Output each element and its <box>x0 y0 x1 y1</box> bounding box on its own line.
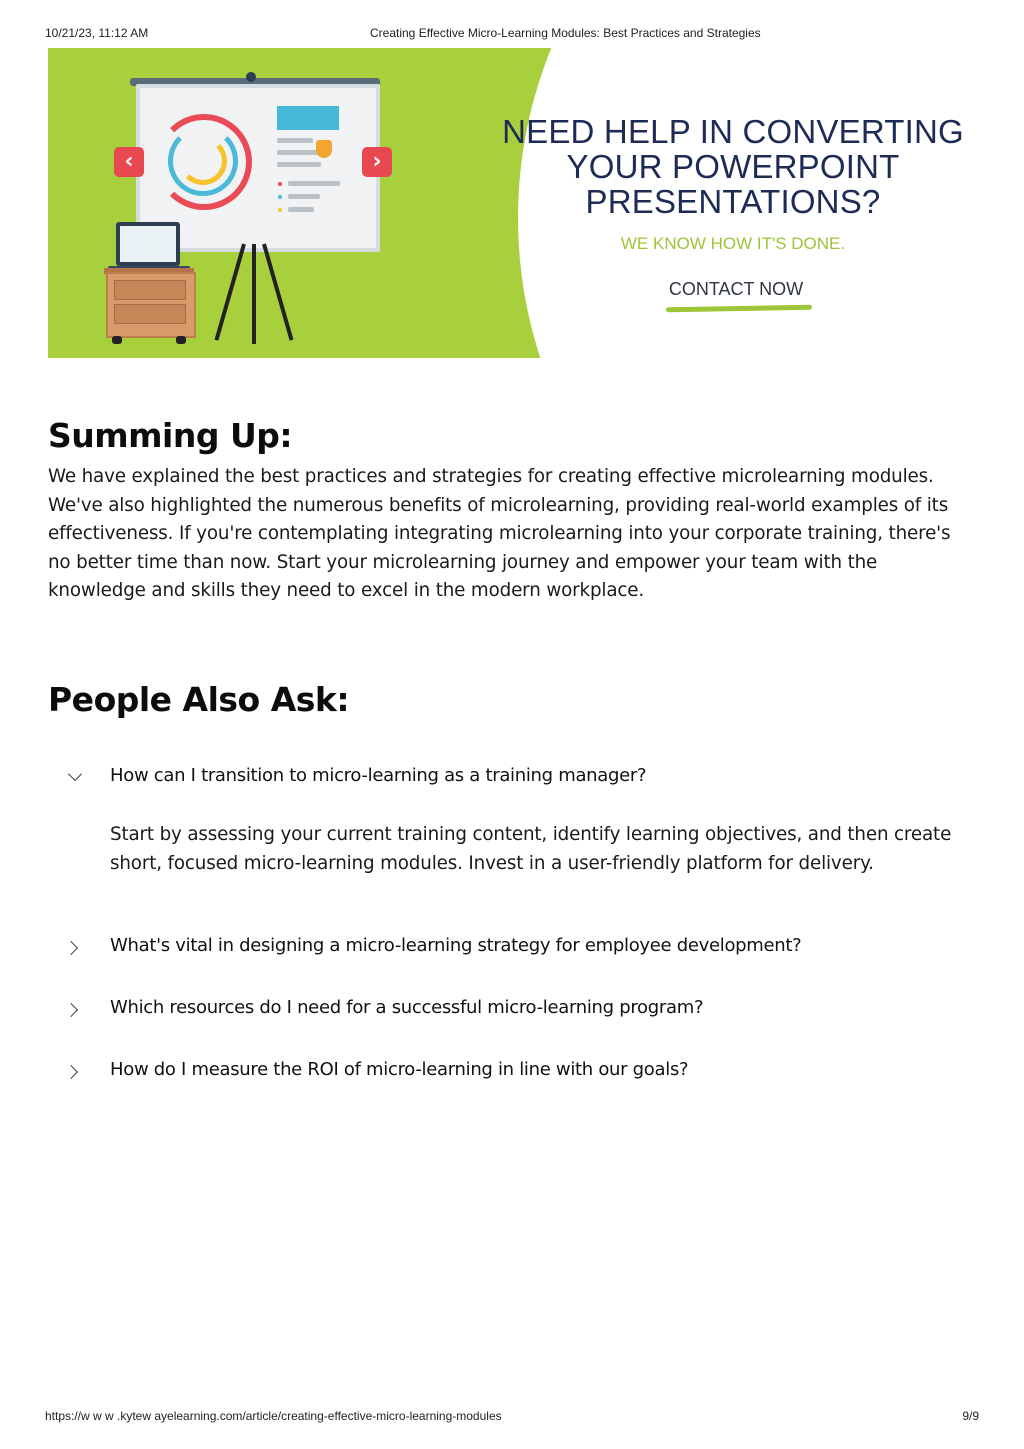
chevron-right-icon[interactable] <box>60 1059 90 1087</box>
faq-answer: Start by assessing your current training content, identify learning objectives, and then create short, focused micro-learning modules. Invest in a user-friendly platform for delivery. <box>110 824 952 874</box>
summary-heading: Summing Up: <box>48 416 293 455</box>
promo-banner[interactable] <box>48 48 978 358</box>
faq-question[interactable]: How can I transition to micro-learning as a training manager? <box>110 765 647 786</box>
banner-subheadline: WE KNOW HOW IT'S DONE. <box>620 234 846 253</box>
chevron-down-icon[interactable] <box>60 765 90 793</box>
banner-headline-line: YOUR POWERPOINT <box>566 148 900 185</box>
print-footer <box>45 1409 979 1425</box>
banner-headline-line: PRESENTATIONS? <box>585 183 881 220</box>
contact-now-button[interactable]: CONTACT NOW <box>668 279 804 299</box>
print-url: https://w w w .kytew ayelearning.com/article/creating-effective-micro-learning-modules <box>45 1409 502 1423</box>
banner-headline <box>498 114 968 219</box>
chevron-right-icon[interactable] <box>60 997 90 1025</box>
faq-question[interactable]: Which resources do I need for a successful micro-learning program? <box>110 997 704 1018</box>
chevron-right-icon[interactable] <box>60 935 90 963</box>
faq-question[interactable]: What's vital in designing a micro-learning strategy for employee development? <box>110 935 802 956</box>
print-document-title: Creating Effective Micro-Learning Modules: Best Practices and Strategies <box>370 26 761 40</box>
print-page-number: 9/9 <box>962 1409 979 1423</box>
people-also-ask-heading: People Also Ask: <box>48 680 350 719</box>
print-datetime: 10/21/23, 11:12 AM <box>45 26 149 40</box>
print-header <box>45 26 979 42</box>
next-arrow-icon: › <box>362 147 392 177</box>
faq-question[interactable]: How do I measure the ROI of micro-learning in line with our goals? <box>110 1059 689 1080</box>
banner-headline-line: NEED HELP IN CONVERTING <box>502 113 964 150</box>
summary-paragraph: We have explained the best practices and strategies for creating effective microlearning modules. We've also highlighted the numerous benefits of microlearning, providing real-world examples of its effectiveness. If you're contemplating integrating microlearning into your corporate training, there's no better time than now. Start your microlearning journey and empower your team with the knowledge and skills they need to excel in the modern workplace. <box>48 466 951 602</box>
prev-arrow-icon: ‹ <box>114 147 144 177</box>
